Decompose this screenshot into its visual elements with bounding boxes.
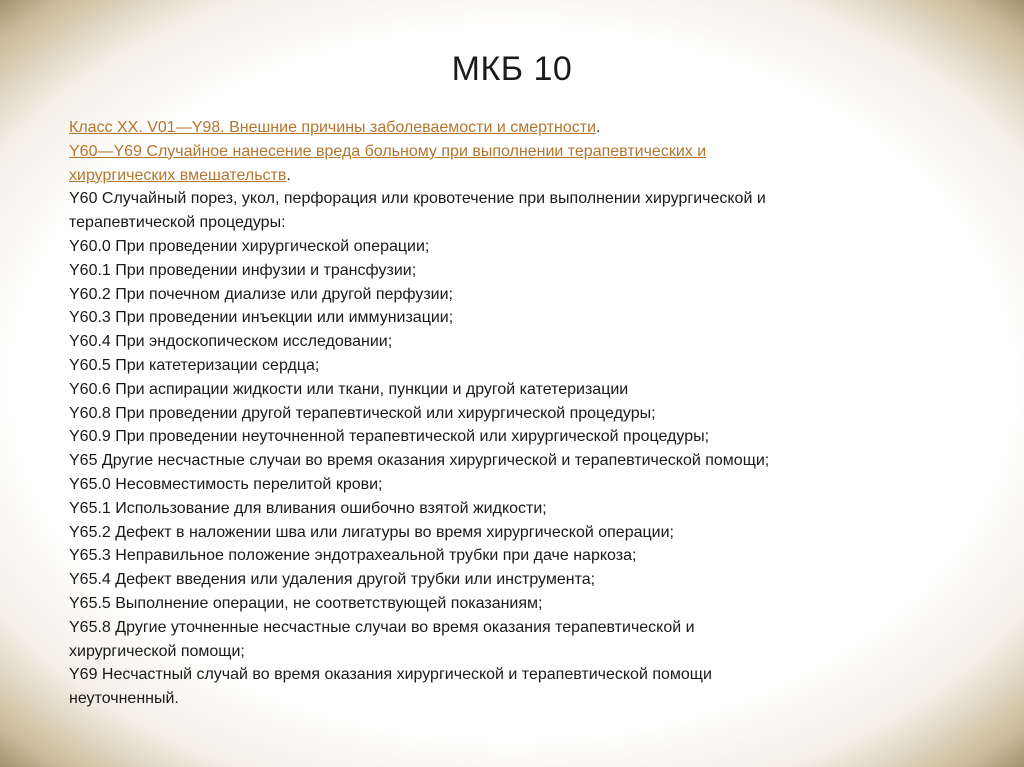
text-line: Y60.4 При эндоскопическом исследовании; [69,333,393,351]
page-title: МКБ 10 [451,50,573,88]
text-line: Y69 Несчастный случай во время оказания хирургической и терапевтической помощи [69,666,712,684]
block-link-part-2[interactable]: хирургических вмешательств [69,166,287,184]
text-line: Y60.1 При проведении инфузии и трансфузии; [69,261,417,279]
class-link-tail: . [596,119,601,136]
text-line: Y60.8 При проведении другой терапевтической или хирургической процедуры; [69,404,656,422]
text-line: Y65.1 Использование для вливания ошибочно взятой жидкости; [69,499,547,517]
text-line: Y65.0 Несовместимость перелитой крови; [69,475,383,493]
text-line: Y65.2 Дефект в наложении шва или лигатуры во время хирургической операции; [69,523,674,541]
class-link-line [69,116,959,140]
text-line: хирургической помощи; [69,642,245,660]
text-line: неуточненный. [69,690,179,708]
text-line: Y60.3 При проведении инъекции или иммунизации; [69,309,454,327]
text-line: Y60 Случайный порез, укол, перфорация или кровотечение при выполнении хирургической и [69,190,766,208]
text-line: Y60.9 При проведении неуточненной терапевтической или хирургической процедуры; [69,428,710,446]
text-line: терапевтической процедуры: [69,214,286,232]
block-link-part-1[interactable]: Y60—Y69 Случайное нанесение вреда больному при выполнении терапевтических и [69,142,707,160]
text-line: Y65.5 Выполнение операции, не соответствующей показаниям; [69,594,543,612]
text-line: Y65.4 Дефект введения или удаления другой трубки или инструмента; [69,571,596,589]
content-body [69,116,959,711]
text-line: Y60.2 При почечном диализе или другой перфузии; [69,285,453,303]
text-line: Y60.5 При катетеризации сердца; [69,356,320,374]
block-link-line-2 [69,164,959,188]
text-line: Y65.3 Неправильное положение эндотрахеальной трубки при даче наркоза; [69,547,637,565]
block-link-line-1 [69,140,959,164]
class-link[interactable]: Класс XX. V01—Y98. Внешние причины заболеваемости и смертности [69,119,597,136]
text-line: Y65.8 Другие уточненные несчастные случаи во время оказания терапевтической и [69,618,695,636]
text-line: Y60.0 При проведении хирургической операции; [69,237,430,255]
block-link-tail: . [286,166,291,184]
text-line: Y65 Другие несчастные случаи во время оказания хирургической и терапевтической помощи; [69,452,770,470]
text-line: Y60.6 При аспирации жидкости или ткани, пункции и другой катетеризации [69,380,629,398]
